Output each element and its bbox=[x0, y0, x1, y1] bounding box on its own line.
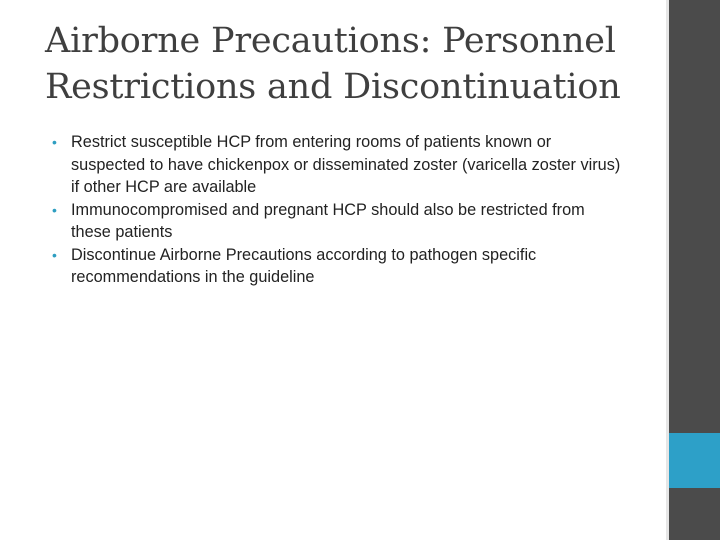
bullet-item bbox=[52, 131, 622, 199]
bullet-list bbox=[52, 131, 622, 289]
bullet-dot-icon: • bbox=[52, 201, 57, 218]
bullet-text: Discontinue Airborne Precautions according to pathogen specific recommendations in the guideline bbox=[71, 245, 537, 286]
bullet-text: Immunocompromised and pregnant HCP should also be restricted from these patients bbox=[71, 200, 585, 241]
right-sidebar bbox=[666, 0, 720, 540]
bullet-text: Restrict susceptible HCP from entering rooms of patients known or suspected to have chickenpox or disseminated zoster (varicella zoster virus) if other HCP are available bbox=[71, 133, 621, 196]
bullet-item bbox=[52, 244, 622, 289]
bullet-dot-icon: • bbox=[52, 134, 57, 150]
slide-title: Airborne Precautions: Personnel Restrictions and Discontinuation bbox=[45, 21, 621, 107]
bullet-item bbox=[52, 199, 622, 244]
accent-block bbox=[669, 433, 720, 488]
bullet-dot-icon: • bbox=[52, 246, 57, 263]
